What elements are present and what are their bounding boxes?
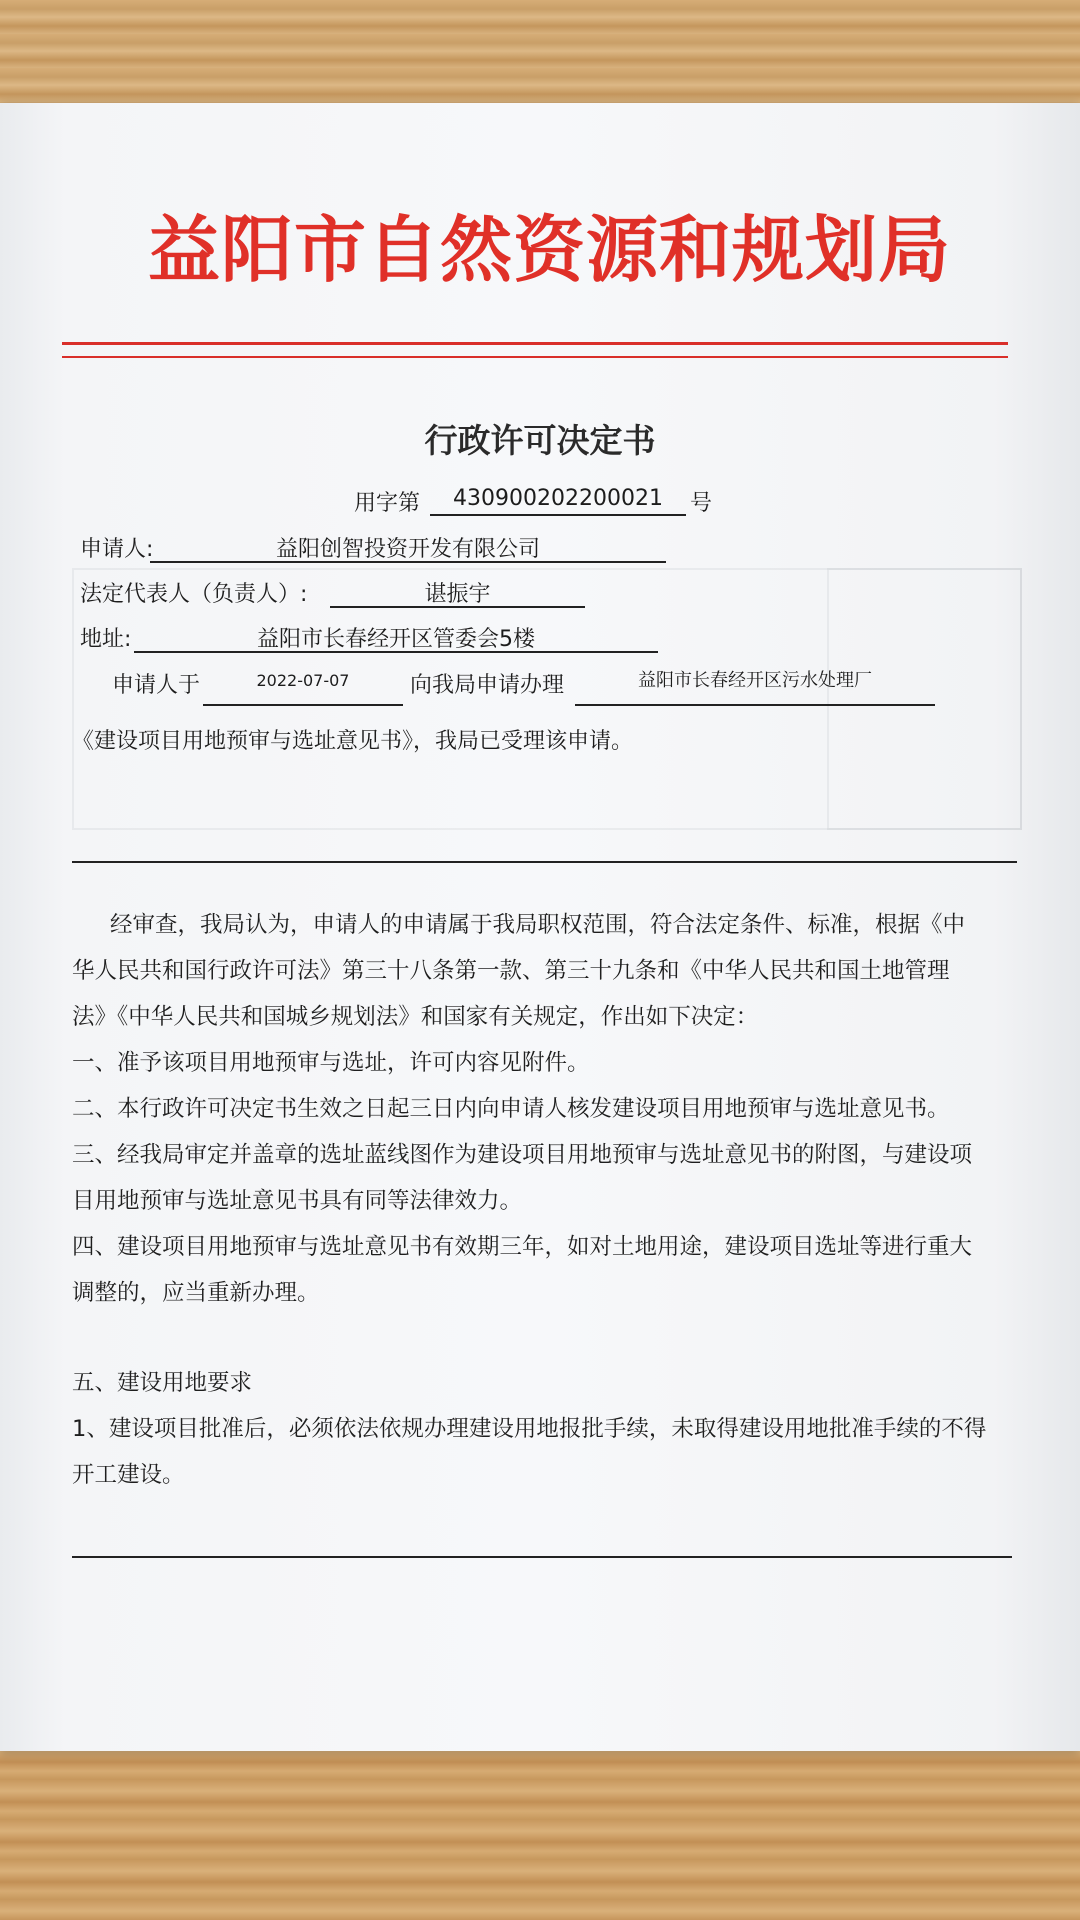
item3-line2: 目用地预审与选址意见书具有同等法律效力。 xyxy=(72,1188,523,1214)
item4-line2: 调整的，应当重新办理。 xyxy=(72,1280,320,1306)
decision-item1: 一、准予该项目用地预审与选址，许可内容见附件。 xyxy=(72,1050,590,1076)
application-date: 2022-07-07 xyxy=(203,668,403,706)
application-line2: 《建设项目用地预审与选址意见书》，我局已受理该申请。 xyxy=(72,729,634,754)
item3-line1: 三、经我局审定并盖章的选址蓝线图作为建设项目用地预审与选址意见书的附图，与建设项 xyxy=(72,1142,973,1168)
legal-rep-value: 谌振宇 xyxy=(330,577,585,608)
decision-item5-1 xyxy=(72,1406,986,1498)
letterhead-rule-thin xyxy=(62,356,1008,358)
wood-table-top xyxy=(0,0,1080,120)
item5-1-line2: 开工建设。 xyxy=(72,1462,185,1488)
doc-number-prefix: 用字第 xyxy=(354,491,421,516)
item5-1-line1: 1、建设项目批准后，必须依法依规办理建设用地报批手续，未取得建设用地批准手续的不得 xyxy=(72,1416,987,1442)
wood-table-bottom xyxy=(0,1740,1080,1920)
para1-line3: 法》《中华人民共和国城乡规划法》和国家有关规定，作出如下决定： xyxy=(72,1004,759,1030)
address-label: 地址: xyxy=(80,627,132,652)
para1-line2: 华人民共和国行政许可法》第三十八条第一款、第三十九条和《中华人民共和国土地管理 xyxy=(72,958,950,984)
para1-line1: 经审查，我局认为，申请人的申请属于我局职权范围，符合法定条件、标准，根据《中 xyxy=(110,912,966,938)
section-divider-bottom xyxy=(72,1556,1012,1558)
decision-item2: 二、本行政许可决定书生效之日起三日内向申请人核发建设项目用地预审与选址意见书。 xyxy=(72,1096,950,1122)
decision-item4 xyxy=(72,1224,972,1316)
document-title: 行政许可决定书 xyxy=(424,421,656,460)
decision-item3 xyxy=(72,1132,972,1224)
applicant-value: 益阳创智投资开发有限公司 xyxy=(150,532,666,563)
letterhead-rule-thick xyxy=(62,342,1008,345)
application-prefix: 申请人于 xyxy=(112,673,201,698)
decision-item5-heading: 五、建设用地要求 xyxy=(72,1370,253,1396)
decision-para1 xyxy=(72,902,965,1040)
doc-number-suffix: 号 xyxy=(690,491,713,516)
legal-rep-label: 法定代表人（负责人）: xyxy=(80,582,308,607)
section-divider-top xyxy=(72,861,1017,863)
letterhead-agency-name: 益阳市自然资源和规划局 xyxy=(148,208,952,292)
application-project: 益阳市长春经开区污水处理厂 xyxy=(575,668,935,706)
item4-line1: 四、建设项目用地预审与选址意见书有效期三年，如对土地用途，建设项目选址等进行重大 xyxy=(72,1234,973,1260)
doc-number-value: 430900202200021 xyxy=(430,486,686,516)
address-value: 益阳市长春经开区管委会5楼 xyxy=(134,622,658,653)
applicant-label: 申请人: xyxy=(80,537,154,562)
application-middle: 向我局申请办理 xyxy=(410,673,565,698)
